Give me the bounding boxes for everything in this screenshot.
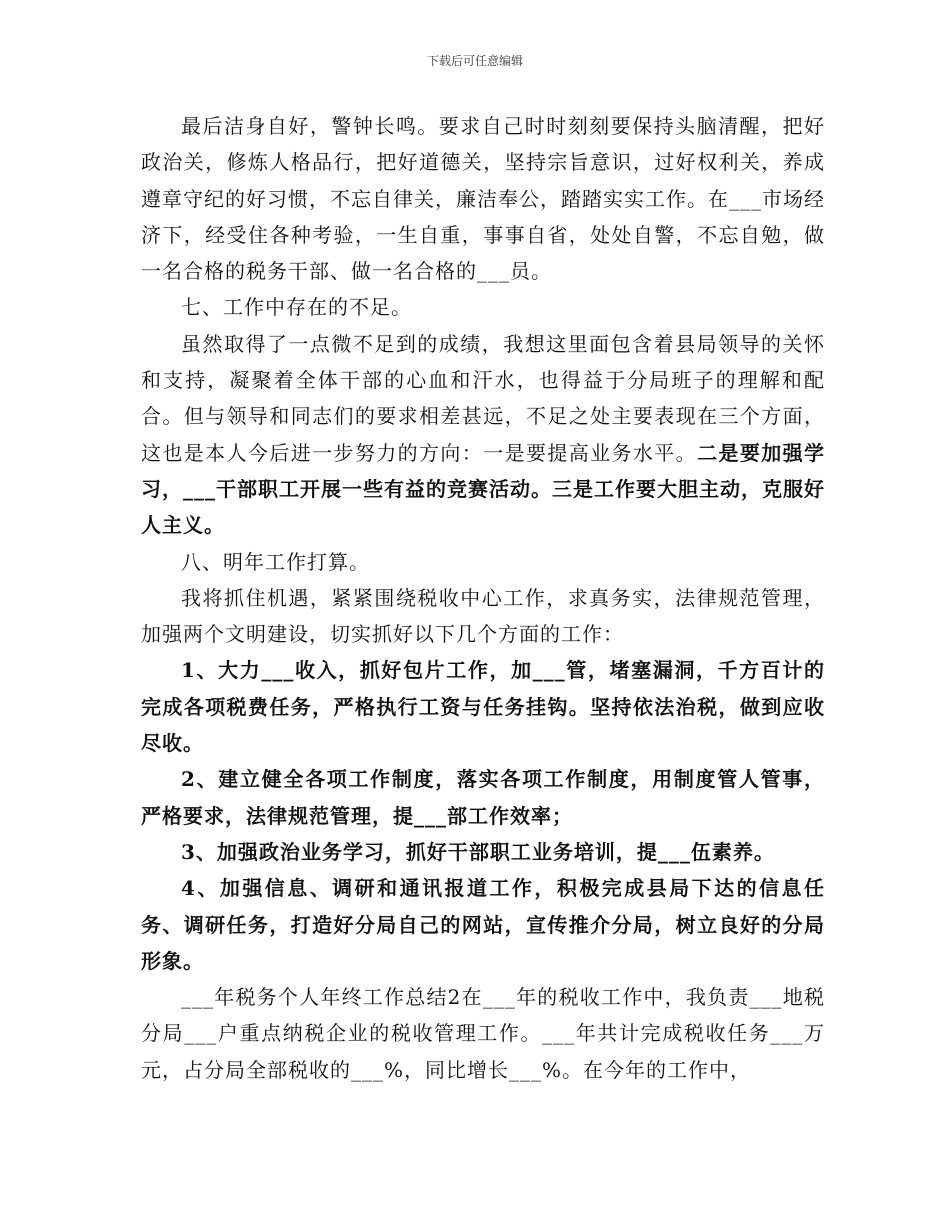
paragraph-shortcomings-text: 虽然取得了一点微不足到的成绩，我想这里面包含着县局领导的关怀和支持，凝聚着全体干部的心血和汗水，也得益于分局班子的理解和配合。但与领导和同志们的要求相差甚远，不足之处主要表现在三个方面，这也是本人今后进一步努力的方向：一是要提高业务水平。 [141,331,825,465]
paragraph-plan-intro: 我将抓住机遇，紧紧围绕税收中心工作，求真务实，法律规范管理，加强两个文明建设，切实抓好以下几个方面的工作： [141,585,825,647]
plan-item-3: 3、加强政治业务学习，抓好干部职工业务培训，提___伍素养。 [181,839,775,864]
plan-item-2: 2、建立健全各项工作制度，落实各项工作制度，用制度管人管事，严格要求，法律规范管理，提___部工作效率； [141,767,825,828]
paragraph-summary-2: ___年税务个人年终工作总结2在___年的税收工作中，我负责___地税分局___户重点纳税企业的税收管理工作。___年共计完成税收任务___万元，占分局全部税收的___%，同比增长___%。在今年的工作中， [141,985,825,1082]
paragraph-shortcomings [141,326,825,544]
document-body [141,108,825,1088]
plan-item-4: 4、加强信息、调研和通讯报道工作，积极完成县局下达的信息任务、调研任务，打造好分局自己的网站，宣传推介分局，树立良好的分局形象。 [141,876,825,973]
page-header: 下载后可任意编辑 [426,54,523,68]
section-heading-next-year-plan: 八、明年工作打算。 [181,549,370,574]
section-heading-shortcomings: 七、工作中存在的不足。 [181,295,412,320]
paragraph-conduct: 最后洁身自好，警钟长鸣。要求自己时时刻刻要保持头脑清醒，把好政治关，修炼人格品行，把好道德关，坚持宗旨意识，过好权利关，养成遵章守纪的好习惯，不忘自律关，廉洁奉公，踏踏实实工作。在___市场经济下，经受住各种考验，一生自重，事事自省，处处自警，不忘自勉，做一名合格的税务干部、做一名合格的___员。 [141,114,825,284]
plan-item-1: 1、大力___收入，抓好包片工作，加___管，堵塞漏洞，千方百计的完成各项税费任务，严格执行工资与任务挂钩。坚持依法治税，做到应收尽收。 [141,658,825,756]
paragraph-shortcomings-bold: 二是要加强学习，___干部职工开展一些有益的竞赛活动。三是工作要大胆主动，克服好人主义。 [141,440,826,538]
